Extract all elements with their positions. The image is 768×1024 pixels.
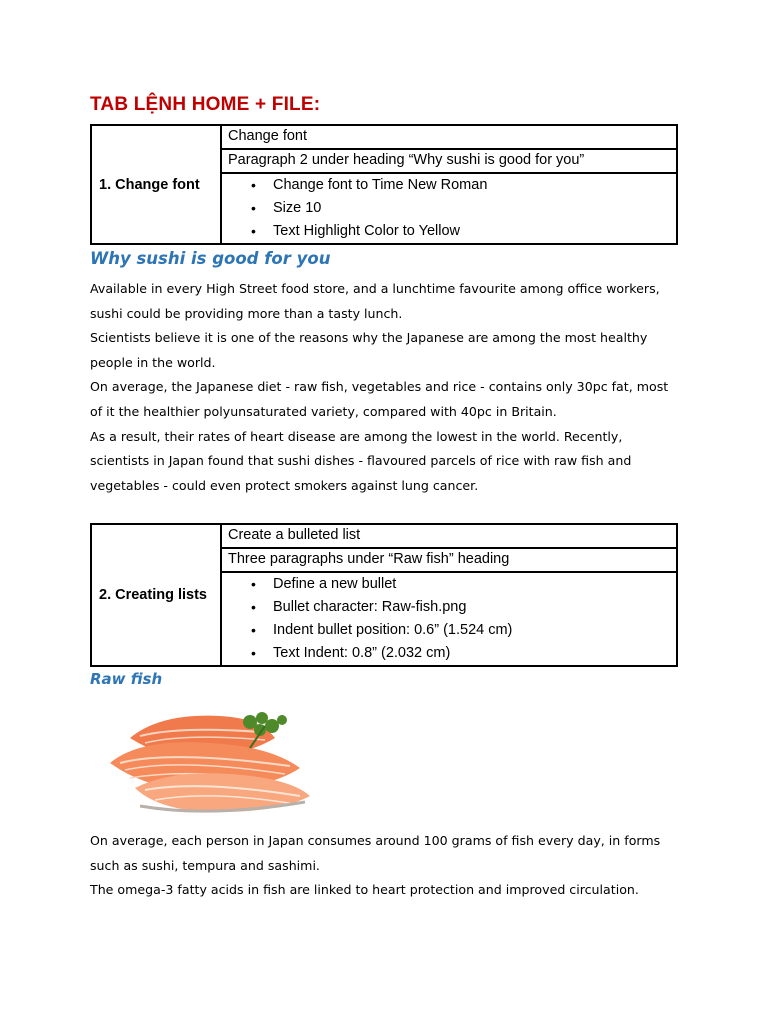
list-item: • Indent bullet position: 0.6” (1.524 cm) (273, 619, 670, 642)
table-task-title: Create a bulleted list (221, 524, 677, 548)
table-label: 2. Creating lists (91, 524, 221, 666)
table-task-title: Change font (221, 125, 677, 149)
list-item: • Define a new bullet (273, 573, 670, 596)
paragraph: Scientists believe it is one of the reasons why the Japanese are among the most healthy people in the world. (90, 330, 648, 370)
table-label: 1. Change font (91, 125, 221, 244)
paragraph: On average, each person in Japan consumes around 100 grams of fish every day, in forms such as sushi, tempura and sashimi. (90, 833, 661, 873)
paragraph: Available in every High Street food store, and a lunchtime favourite among office workers, sushi could be providing more than a tasty lunch. (90, 281, 660, 321)
page-title: TAB LỆNH HOME + FILE: (90, 94, 321, 115)
paragraph: As a result, their rates of heart disease are among the lowest in the world. Recently, scientists in Japan found that sushi dishes - flavoured parcels of rice with raw fish and vegetables - could even protect smokers against lung cancer. (90, 428, 632, 493)
table-task-target: Three paragraphs under “Raw fish” heading (221, 548, 677, 572)
section-body-raw-fish (90, 829, 682, 903)
table-task-steps (221, 572, 677, 666)
section-heading-raw-fish: Raw fish (90, 670, 163, 688)
salmon-fillets-image (100, 708, 315, 818)
table-task-target: Paragraph 2 under heading “Why sushi is good for you” (221, 149, 677, 173)
list-item: • Bullet character: Raw-fish.png (273, 596, 670, 619)
section-body-sushi (90, 277, 682, 498)
list-item: • Text Indent: 0.8” (2.032 cm) (273, 642, 670, 665)
list-item: • Text Highlight Color to Yellow (273, 220, 670, 243)
paragraph: The omega-3 fatty acids in fish are linked to heart protection and improved circulation. (90, 882, 639, 898)
list-item: • Change font to Time New Roman (273, 174, 670, 197)
instruction-table-change-font (90, 124, 678, 245)
table-task-steps (221, 173, 677, 244)
list-item: • Size 10 (273, 197, 670, 220)
instruction-table-creating-lists (90, 523, 678, 667)
section-heading-sushi: Why sushi is good for you (90, 249, 331, 268)
paragraph: On average, the Japanese diet - raw fish, vegetables and rice - contains only 30pc fat, most of it the healthier polyunsaturated variety, compared with 40pc in Britain. (90, 379, 669, 419)
